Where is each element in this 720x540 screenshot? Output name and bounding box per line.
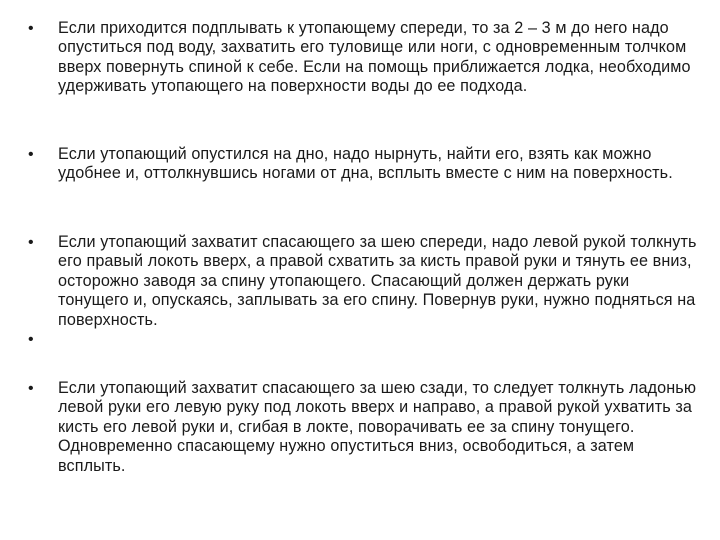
bullet-text: Если утопающий захватит спасающего за шею спереди, надо левой рукой толкнуть его правый локоть вверх, а правой схватить за кисть правой руки и тянуть ее вниз, осторожно заводя за спину утопающего. Спасающий должен держать руки тонущего и, опускаясь, заплывать за его спину. Повернув руки, нужно подняться на поверхность. — [58, 233, 697, 329]
bullet-marker: • — [28, 146, 34, 163]
bullet-marker: • — [28, 331, 34, 348]
bullet-marker: • — [28, 234, 34, 251]
bullet-item — [28, 233, 698, 330]
bullet-item — [28, 145, 698, 184]
bullet-text: Если приходится подплывать к утопающему спереди, то за 2 – 3 м до него надо опуститься под воду, захватить его туловище или ноги, с одновременным толчком вверх повернуть спиной к себе. Если на помощь приближается лодка, необходимо удерживать утопающего на поверхности воды до ее подхода. — [58, 19, 691, 96]
bullet-marker: • — [28, 20, 34, 37]
bullet-item — [28, 379, 698, 476]
bullet-text: Если утопающий захватит спасающего за шею сзади, то следует толкнуть ладонью левой руки его левую руку под локоть вверх и направо, а правой рукой ухватить за кисть его левой руки и, сгибая в локте, поворачивать ее за спину тонущего. Одновременно спасающему нужно опуститься вниз, освободиться, а затем всплыть. — [58, 379, 697, 475]
bullet-text: Если утопающий опустился на дно, надо нырнуть, найти его, взять как можно удобнее и, оттолкнувшись ногами от дна, всплыть вместе с ним на поверхность. — [58, 145, 673, 183]
bullet-marker: • — [28, 380, 34, 397]
bullet-item — [28, 19, 698, 97]
